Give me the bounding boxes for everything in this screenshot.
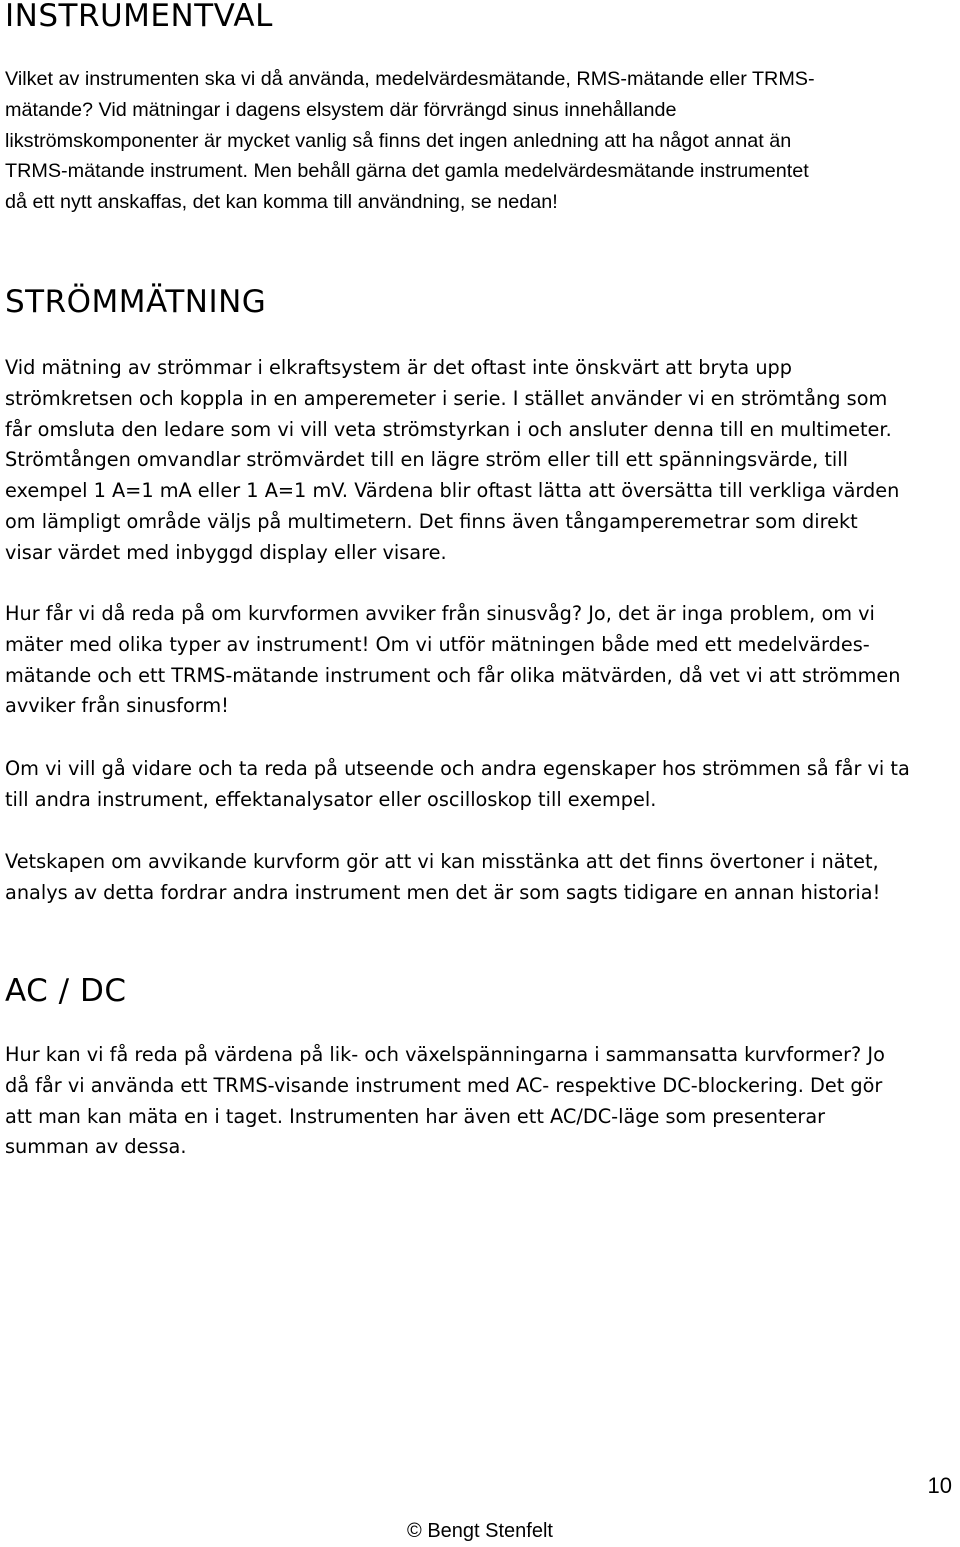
page-number: 10 (927, 1473, 952, 1498)
section-heading-instrumentval: INSTRUMENTVAL (5, 0, 273, 34)
section-heading-strommatning: STRÖMMÄTNING (5, 284, 267, 320)
paragraph-strommatning-3: Om vi vill gå vidare och ta reda på utseende och andra egenskaper hos strömmen så får vi ta till andra instrument, effektanalysator eller oscilloskop till exempel. (5, 757, 910, 811)
paragraph-strommatning-1: Vid mätning av strömmar i elkraftsystem är det oftast inte önskvärt att bryta upp strömkretsen och koppla in en amperemeter i serie. I stället använder vi en strömtång som får omsluta den ledare som vi vill veta strömstyrkan i och ansluter denna till en multimeter. Strömtången omvandlar strömvärdet till en lägre ström eller till ett spänningsvärde, till exempel 1 A=1 mA eller 1 A=1 mV. Värdena blir oftast lätta att översätta till verkliga värden om lämpligt område väljs på multimetern. Det finns även tångamperemetrar som direkt visar värdet med inbyggd display eller visare. (5, 356, 900, 564)
paragraph-ac-dc: Hur kan vi få reda på värdena på lik- och växelspänningarna i sammansatta kurvformer? Jo då får vi använda ett TRMS-visande instrument med AC- respektive DC-blockering. Det gör att man kan mäta en i taget. Instrumenten har även ett AC/DC-läge som presenterar summan av dessa. (5, 1043, 885, 1159)
paragraph-strommatning-2: Hur får vi då reda på om kurvformen avviker från sinusvåg? Jo, det är inga problem, om vi mäter med olika typer av instrument! Om vi utför mätningen både med ett medelvärdes- mätande och ett TRMS-mätande instrument och får olika mätvärden, då vet vi att strömmen avviker från sinusform! (5, 602, 901, 718)
copyright-footer: © Bengt Stenfelt (407, 1520, 553, 1542)
section-heading-ac-dc: AC / DC (5, 973, 127, 1009)
paragraph-instrumentval: Vilket av instrumenten ska vi då använda, medelvärdesmätande, RMS-mätande eller TRMS- mätande? Vid mätningar i dagens elsystem där förvrängd sinus innehållande likströmskomponenter är mycket vanlig så finns det ingen anledning att ha något annat än TRMS-mätande instrument. Men behåll gärna det gamla medelvärdesmätande instrumentet då ett nytt anskaffas, det kan komma till användning, se nedan! (5, 68, 815, 214)
paragraph-strommatning-4: Vetskapen om avvikande kurvform gör att vi kan misstänka att det finns övertoner i nätet, analys av detta fordrar andra instrument men det är som sagts tidigare en annan historia! (5, 850, 881, 904)
